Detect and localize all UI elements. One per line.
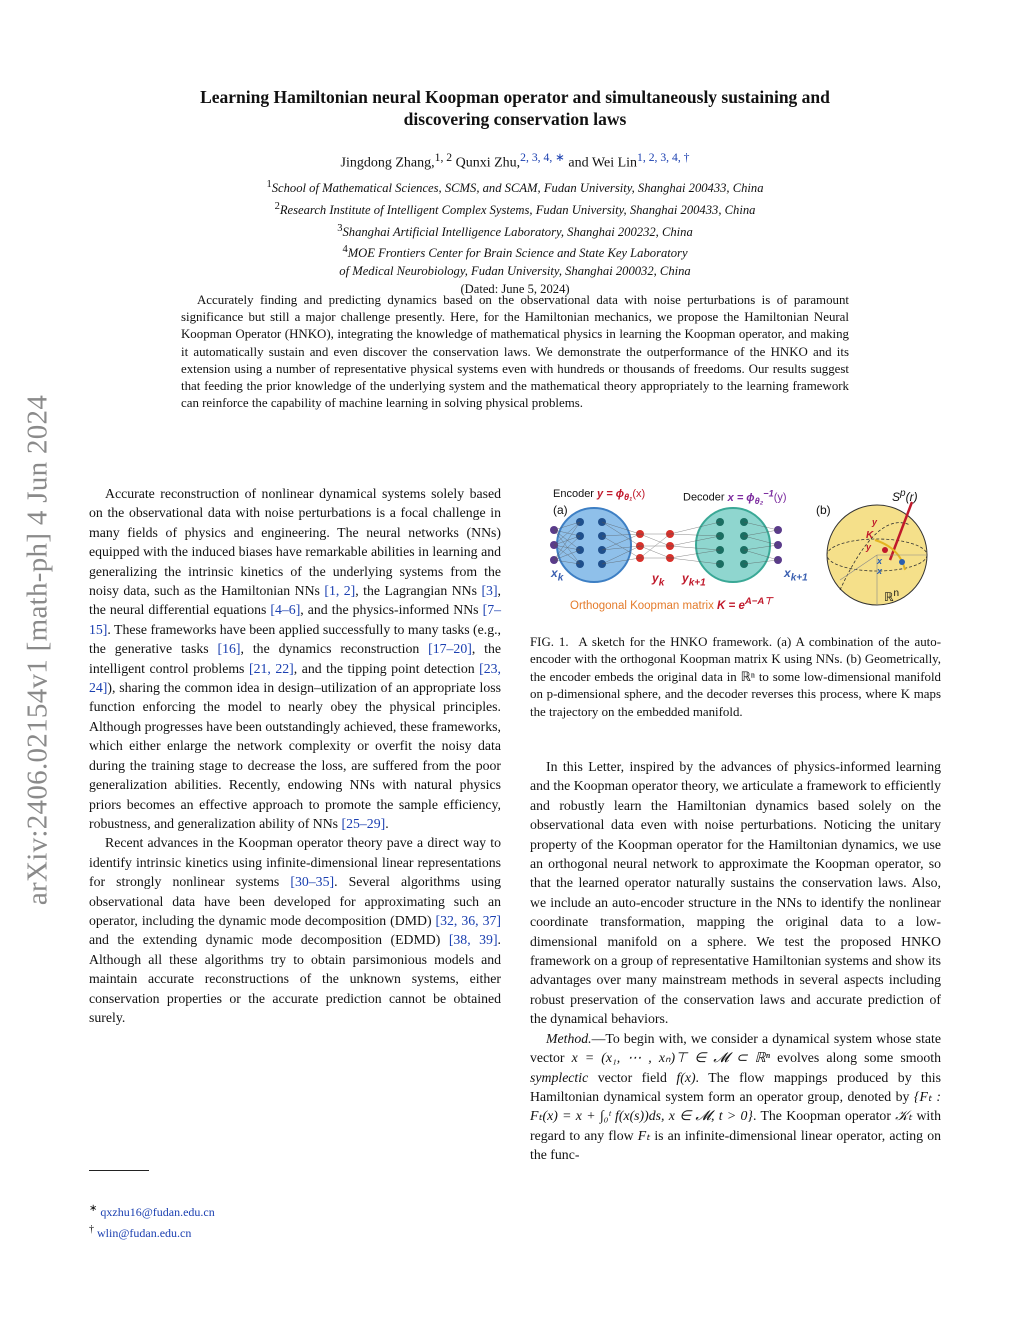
citation[interactable]: [30–35]: [290, 874, 335, 890]
author-2-affil: 2, 3, 4, ∗: [520, 151, 565, 164]
citation[interactable]: [38, 39]: [448, 932, 498, 948]
affiliation-3-text: Shanghai Artificial Intelligence Laboratory, Shanghai 200232, China: [342, 224, 693, 239]
affiliation-4-text: MOE Frontiers Center for Brain Science and State Key Laboratory: [347, 246, 688, 261]
affiliation-5-text: of Medical Neurobiology, Fudan University, Shanghai 200032, China: [339, 264, 691, 279]
arxiv-sidebar: [14, 350, 62, 950]
caption-lead: FIG. 1.: [530, 635, 569, 649]
x-k-label: $x_k$: [551, 566, 564, 584]
author-3: and Wei Lin: [568, 155, 638, 171]
affiliation-4-cont: [90, 263, 940, 281]
dated: (Dated: June 5, 2024): [460, 281, 570, 296]
y-k-label: $y_k$: [652, 571, 665, 589]
citation[interactable]: [4–6]: [270, 602, 301, 618]
figure-caption: [530, 634, 941, 721]
footnote-2-mark: †: [89, 1224, 94, 1235]
author-1-affil: 1, 2: [434, 151, 453, 164]
email-link[interactable]: qxzhu16@fudan.edu.cn: [100, 1205, 215, 1219]
method-paragraph: Method.—To begin with, we consider a dynamical system whose state vector x = (x₁, ⋯ , xₙ)⊤ ∈ 𝓜 ⊂ ℝⁿ evolves along some smooth symplectic vector field f(x). The flow mappings produced by this Hamiltonian dynamical system form an operator group, denoted by {Fₜ : Fₜ(x) = x + ∫₀ᵗ f(x(s))ds, x ∈ 𝓜, t > 0}. The Koopman operator 𝒦ₜ with regard to any flow Fₜ is an infinite-dimensional linear operator, acting on the func-: [530, 1030, 942, 1163]
citation[interactable]: [17–20]: [428, 641, 472, 657]
footnote-rule: [89, 1170, 149, 1171]
citation[interactable]: [7–15]: [89, 602, 501, 637]
affiliation-2-text: Research Institute of Intelligent Complex Systems, Fudan University, Shanghai 200433, China: [279, 202, 756, 217]
citation[interactable]: [1, 2]: [324, 583, 356, 599]
footnotes: [89, 1200, 215, 1242]
sphere-label: $S^p(r)$: [892, 488, 918, 504]
left-column: [89, 484, 501, 1027]
citation[interactable]: [23, 24]: [89, 660, 501, 696]
author-1: Jingdong Zhang,: [340, 155, 435, 171]
title-line-2: discovering conservation laws: [403, 109, 627, 129]
panel-a-label: (a): [553, 503, 568, 517]
affiliation-3-mark: 3: [337, 222, 343, 234]
author-3-affil: 1, 2, 3, 4, †: [637, 151, 690, 164]
affiliation-2: [90, 198, 940, 220]
letter-paragraph: In this Letter, inspired by the advances of physics-informed learning and the Koopman operator theory, we articulate a framework to efficiently and robustly learn the Hamiltonian dynamics based solely on the observational data even with noise perturbations. Noticing the unitary property of the Koopman operator for the Hamiltonian dynamics, we use an orthogonal neural network to approximate the Koopman operator, so that the learned operator naturally sustains the conservation laws. Also, we include an auto-encoder structure in the NNs to identify the nonlinear coordinate transformation, mapping the original data to a low-dimensional manifold on a sphere. We test the proposed HNKO framework on a group of representative Hamiltonian systems and show its advantages over many mainstream methods in several aspects including robust preservation of the conservation laws and accurate prediction of the dynamical behaviors.: [530, 759, 941, 1027]
rn-label: ℝ$^n$: [884, 588, 900, 604]
caption-text: A sketch for the HNKO framework. (a) A combination of the auto-encoder with the orthogonal Koopman matrix K using NNs. (b) Geometrically, the encoder embeds the original data in ℝⁿ to some low-dimensional manifold on p-dimensional sphere, and the decoder reverses this process, where K maps the trajectory on the embedded manifold.: [530, 635, 942, 719]
arxiv-identifier: arXiv:2406.02154v1 [math-ph] 4 Jun 2024: [21, 394, 54, 906]
orthogonal-koopman-label: Orthogonal Koopman matrix $K = e^{A-A⊤}$: [570, 596, 773, 612]
abstract: Accurately finding and predicting dynamics based on the observational data with noise perturbations is of paramount significance but still a major challenge presently. Here, for the Hamiltonian mechanics, we propose the Hamiltonian Neural Koopman Operator (HNKO), integrating the knowledge of mathematical physics in learning the Koopman operator, and making it automatically sustain and even discover the conservation laws. We demonstrate the outperformance of the HNKO and its extension using a number of representative physical systems even with hundreds or thousands of freedoms. Our results suggest that feeding the prior knowledge of the underlying system and the mathematical theory appropriately to the learning framework can reinforce the capability of machine learning in solving physical problems.: [181, 293, 849, 411]
affiliation-4: [90, 241, 940, 263]
encoder-label: Encoder $y = \phi_{\theta_1}(x)$: [553, 488, 646, 503]
citation[interactable]: [3]: [481, 583, 498, 599]
right-column: [530, 757, 941, 1165]
decoder-network: [696, 508, 770, 582]
sphere-k-label: K: [866, 530, 874, 541]
sphere-xk-label: x: [877, 566, 883, 576]
footnote-1: [89, 1200, 215, 1221]
email-link[interactable]: wlin@fudan.edu.cn: [97, 1226, 192, 1240]
affiliation-1-text: School of Mathematical Sciences, SCMS, and SCAM, Fudan University, Shanghai 200433, China: [271, 181, 764, 196]
encoder-network: [557, 508, 631, 582]
y-k1-label: $y_{k+1}$: [682, 571, 706, 589]
intro-paragraph-2: Recent advances in the Koopman operator theory pave a direct way to identify intrinsic kinetics using infinite-dimensional linear representations for strongly nonlinear systems [30–35]. Several algorithms using observational data have been developed for approximating such an operator, including the dynamic mode decomposition (DMD) [32, 36, 37] and the extending dynamic mode decomposition (EDMD) [38, 39]. Although all these algorithms try to obtain parsimonious models and maintain accurate reconstructions of the unknown systems, either conservation properties or the accurate prediction cannot be obtained surely.: [89, 835, 501, 1025]
panel-b-label: (b): [816, 503, 831, 517]
author-2: Qunxi Zhu,: [455, 155, 521, 171]
affiliation-4-mark: 4: [342, 244, 348, 256]
citation[interactable]: [21, 22]: [248, 660, 294, 676]
title-line-1: Learning Hamiltonian neural Koopman operator and simultaneously sustaining and: [200, 87, 830, 107]
affiliation-1: [90, 176, 940, 198]
intro-paragraph-1: Accurate reconstruction of nonlinear dynamical systems solely based on the observational data with noise perturbations is a focal challenge in many fields of physics and engineering. The neural networks (NNs) equipped with the induced biases have remarkable abilities in learning and generalizing the intrinsic kinetics of the underlying systems from the noisy data, such as the Hamiltonian NNs [1, 2], the Lagrangian NNs [3], the neural differential equations [4–6], and the physics-informed NNs [7–15]. These frameworks have been applied successfully to many tasks (e.g., the generative tasks [16], the dynamics reconstruction [17–20], the intelligent control problems [21, 22], and the tipping point detection [23, 24]), sharing the common idea in design–utilization of an appropriate loss function enforcing the model to nearly obey the physical principles. Although progresses have been outstandingly achieved, these frameworks, which either enlarge the network complexity or overfit the noisy data during the training stage to decrease the loss, are suffered from the poor generalization abilities. Recently, endowing NNs with natural physics priors becomes an effective approach to promote the sample efficiency, robustness, and generalization ability of NNs [25–29].: [89, 486, 502, 831]
sphere-xk1-label: x: [877, 556, 883, 566]
footnote-2: [89, 1221, 215, 1242]
sphere-yk-label: y: [866, 542, 872, 552]
decoder-label: Decoder $x = \phi_{\theta_2}^{-1}(y)$: [683, 488, 787, 506]
affiliation-2-mark: 2: [274, 200, 280, 212]
sphere-yk1-label: y: [872, 517, 878, 527]
affiliation-1-mark: 1: [266, 179, 272, 190]
footnote-1-mark: ∗: [89, 1203, 98, 1214]
citation[interactable]: [32, 36, 37]: [435, 912, 501, 928]
citation[interactable]: [25–29]: [341, 815, 386, 831]
author-list: [90, 150, 940, 172]
affiliation-3: [90, 220, 940, 242]
paper-title: [90, 86, 940, 130]
affiliations: [90, 176, 940, 298]
citation[interactable]: [16]: [217, 641, 241, 657]
x-k1-label: $x_{k+1}$: [784, 566, 808, 584]
